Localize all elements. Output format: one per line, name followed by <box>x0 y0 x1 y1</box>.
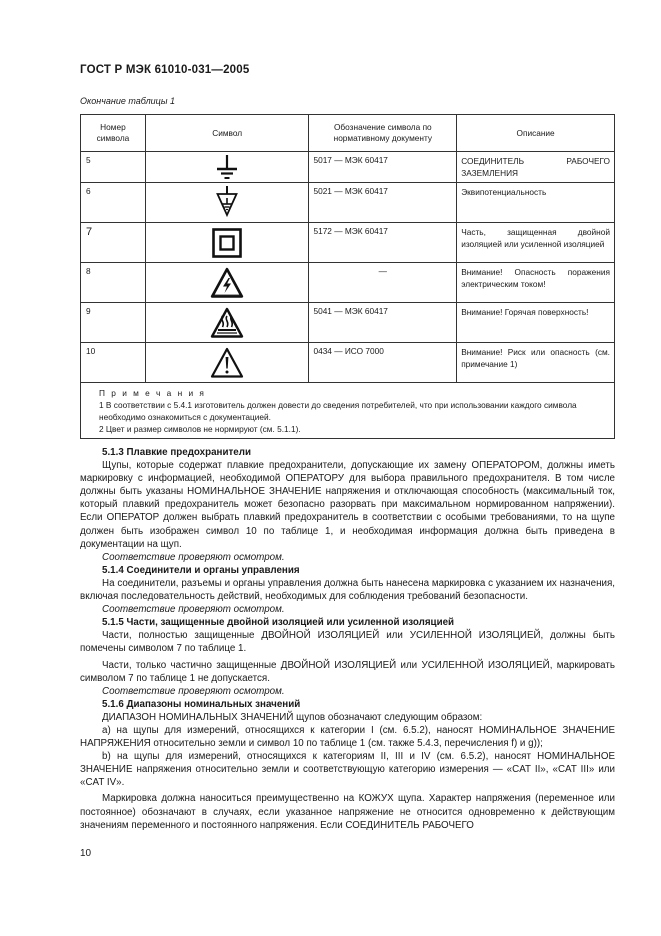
table-row <box>81 152 615 183</box>
symbol-cell <box>145 183 309 223</box>
symbol-reference-dash: — <box>378 266 387 276</box>
paragraph: Части, только частично защищенные ДВОЙНОЙ ИЗОЛЯЦИЕЙ или УСИЛЕННОЙ ИЗОЛЯЦИЕЙ, маркировать символом 7 по таблице 1 не допускается. <box>80 659 615 684</box>
table-row <box>81 263 615 303</box>
compliance-check: Соответствие проверяют осмотром. <box>102 604 285 616</box>
symbol-cell <box>145 263 309 303</box>
symbol-description: Внимание! Горячая поверхность! <box>457 303 615 343</box>
column-header: Символ <box>145 115 309 152</box>
double-insulation-icon <box>212 228 242 258</box>
paragraph: Части, полностью защищенные ДВОЙНОЙ ИЗОЛЯЦИЕЙ или УСИЛЕННОЙ ИЗОЛЯЦИЕЙ, должны быть помечены символом 7 по таблице 1. <box>80 630 615 655</box>
page-number: 10 <box>80 848 92 859</box>
caution-risk-icon <box>210 347 244 379</box>
symbols-table <box>80 114 615 439</box>
section-heading: 5.1.4 Соединители и органы управления <box>102 564 300 576</box>
paragraph: Щупы, которые содержат плавкие предохранители, допускающие их замену ОПЕРАТОРОМ, должны иметь маркировку с информацией, необходимой ОПЕРАТОРУ для выбора правильного предохранителя. В том числе должны быть указаны НОМИНАЛЬНОЕ ЗНАЧЕНИЕ напряжения и отключающая способность (максимальный ток, который плавкий предохранитель может безопасно разорвать при максимальном нормированном напряжении). Если ОПЕРАТОР должен выбрать плавкий предохранитель в соответствии с особыми требованиями, то на щупе должен быть изображен символ 10 по таблице 1, и необходимая информация должна быть приведена в документации на щуп. <box>80 460 615 550</box>
paragraph: ДИАПАЗОН НОМИНАЛЬНЫХ ЗНАЧЕНИЙ щупов обозначают следующим образом: <box>102 711 483 723</box>
symbol-description: Внимание! Риск или опасность (см. примечание 1) <box>457 343 615 383</box>
symbol-cell <box>145 223 309 263</box>
symbol-description: Часть, защищенная двойной изоляцией или усиленной изоляцией <box>457 223 615 263</box>
symbol-cell <box>145 343 309 383</box>
section-heading: 5.1.3 Плавкие предохранители <box>102 447 251 458</box>
section-heading: 5.1.5 Части, защищенные двойной изоляцией или усиленной изоляцией <box>102 617 455 629</box>
functional-earth-terminal-icon <box>215 154 239 180</box>
symbol-reference: 5041 — МЭК 60417 <box>309 303 457 343</box>
symbol-number: 8 <box>81 263 146 303</box>
column-header: Описание <box>457 115 615 152</box>
page-header: ГОСТ Р МЭК 61010-031—2005 <box>80 64 250 76</box>
column-header: Номер символа <box>81 115 146 152</box>
table-row <box>81 183 615 223</box>
hot-surface-warning-icon <box>210 307 244 339</box>
table-row <box>81 343 615 383</box>
symbol-number: 7 <box>81 223 146 263</box>
symbol-number: 6 <box>81 183 146 223</box>
symbol-number: 10 <box>81 343 146 383</box>
table-header-row <box>81 115 615 152</box>
symbol-reference: 5172 — МЭК 60417 <box>309 223 457 263</box>
symbol-number: 9 <box>81 303 146 343</box>
equipotentiality-icon <box>215 185 239 219</box>
list-item: b) на щупы для измерений, относящихся к категориям II, III и IV (см. 6.5.2), наносят НОМИНАЛЬНОЕ ЗНАЧЕНИЕ напряжения относительно земли и соответствующую категорию измерения — «CAT II», «CAT III» или «CAT IV». <box>80 751 615 789</box>
note-item: 2 Цвет и размер символов не нормируют (см. 5.1.1). <box>99 424 301 434</box>
paragraph: Маркировка должна наноситься преимущественно на КОЖУХ щупа. Характер напряжения (переменное или постоянное) обозначают в случаях, если указанное напряжение не относится одновременно к действующим значениям переменного и постоянного напряжения. Если СОЕДИНИТЕЛЬ РАБОЧЕГО <box>80 793 615 831</box>
list-item: a) на щупы для измерений, относящихся к категории I (см. 6.5.2), наносят НОМИНАЛЬНОЕ ЗНАЧЕНИЕ НАПРЯЖЕНИЯ относительно земли и символ 10 по таблице 1 (см. также 5.4.3, перечисления f) и g)); <box>80 724 615 750</box>
compliance-check: Соответствие проверяют осмотром. <box>102 685 285 697</box>
symbol-reference: 5021 — МЭК 60417 <box>309 183 457 223</box>
symbol-cell <box>145 303 309 343</box>
section-heading: 5.1.6 Диапазоны номинальных значений <box>102 698 301 710</box>
note-item: 1 В соответствии с 5.4.1 изготовитель должен довести до сведения потребителей, что при использовании каждого символа необходимо ознакомиться с документацией. <box>99 400 577 422</box>
table-caption: Окончание таблицы 1 <box>80 96 175 106</box>
symbol-reference: 0434 — ИСО 7000 <box>309 343 457 383</box>
paragraph: На соединители, разъемы и органы управления должна быть нанесена маркировка с указанием их назначения, включая последовательность действий, необходимых для соблюдения требований безопасности. <box>80 577 615 603</box>
symbol-description: Внимание! Опасность поражения электрическим током! <box>457 263 615 303</box>
electric-shock-warning-icon <box>210 267 244 299</box>
table-row <box>81 223 615 263</box>
notes-title: П р и м е ч а н и я <box>99 388 206 398</box>
symbol-reference: 5017 — МЭК 60417 <box>309 152 457 183</box>
symbol-reference <box>309 263 457 303</box>
document-body <box>80 446 615 832</box>
symbol-description: Эквипотенциальность <box>457 183 615 223</box>
compliance-check: Соответствие проверяют осмотром. <box>102 551 285 563</box>
table-row <box>81 303 615 343</box>
symbol-description: СОЕДИНИТЕЛЬ РАБОЧЕГО ЗАЗЕМЛЕНИЯ <box>457 152 615 183</box>
symbol-number: 5 <box>81 152 146 183</box>
symbol-cell <box>145 152 309 183</box>
table-notes <box>81 383 615 439</box>
column-header: Обозначение символа по нормативному документу <box>309 115 457 152</box>
table-notes-row <box>81 383 615 439</box>
